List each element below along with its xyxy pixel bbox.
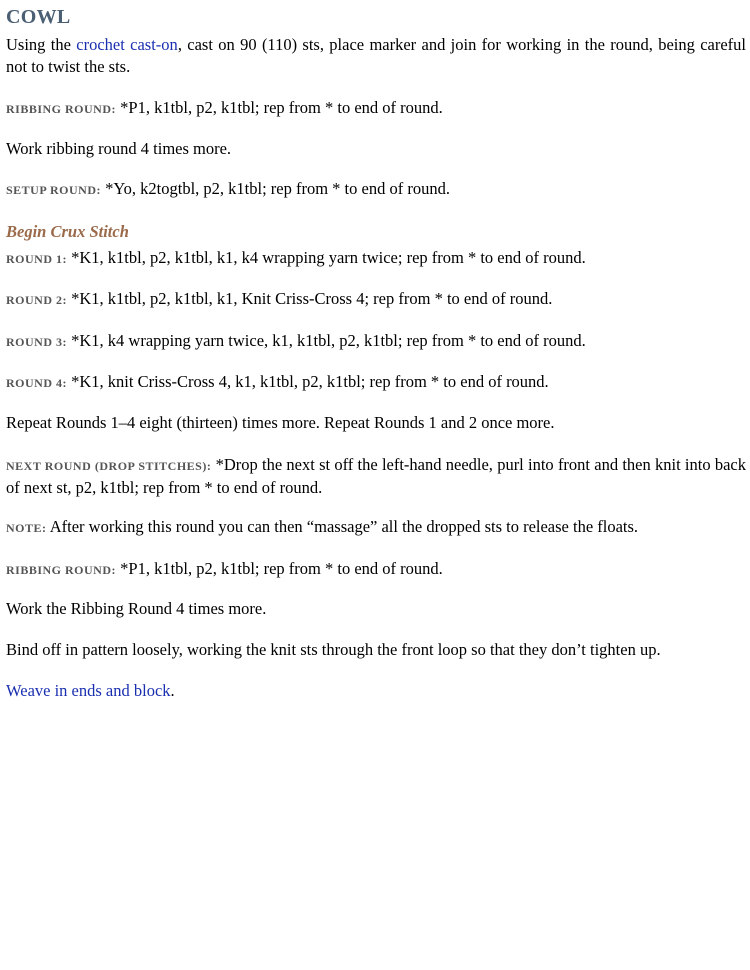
round-1-label: ROUND 1: bbox=[6, 252, 67, 266]
weave-in-ends-link[interactable]: Weave in ends and block bbox=[6, 681, 171, 700]
repeat-instruction: Repeat Rounds 1–4 eight (thirteen) times more. Repeat Rounds 1 and 2 once more. bbox=[6, 413, 555, 432]
round-3-label: ROUND 3: bbox=[6, 335, 67, 349]
section-heading: Begin Crux Stitch bbox=[6, 222, 129, 241]
crochet-cast-on-link[interactable]: crochet cast-on bbox=[76, 35, 178, 54]
round-4-text: *K1, knit Criss-Cross 4, k1, k1tbl, p2, k1tbl; rep from * to end of round. bbox=[67, 372, 549, 391]
round-1-instruction bbox=[6, 247, 746, 270]
next-round-text: *Drop the next st off the left-hand needle, purl into front and then knit into back of next st, p2, k1tbl; rep from * to end of round. bbox=[6, 455, 746, 497]
ribbing-round-text: *P1, k1tbl, p2, k1tbl; rep from * to end of round. bbox=[116, 98, 443, 117]
ribbing-round-2-label: RIBBING ROUND: bbox=[6, 563, 117, 577]
round-3-instruction bbox=[6, 330, 746, 353]
intro-rest: , cast on 90 (110) sts, place marker and join for working in the round, being careful not to twist the sts. bbox=[6, 35, 746, 76]
note-text: After working this round you can then “massage” all the dropped sts to release the floats. bbox=[46, 517, 639, 536]
note-paragraph bbox=[6, 516, 746, 539]
ribbing-round-2-text: *P1, k1tbl, p2, k1tbl; rep from * to end of round. bbox=[116, 559, 443, 578]
next-round-label: NEXT ROUND (DROP STITCHES): bbox=[6, 459, 212, 473]
setup-round-label: SETUP ROUND: bbox=[6, 183, 102, 197]
note-label: NOTE: bbox=[6, 521, 47, 535]
round-2-label: ROUND 2: bbox=[6, 293, 67, 307]
page-title: COWL bbox=[6, 6, 71, 28]
round-2-instruction bbox=[6, 288, 746, 311]
weave-rest: . bbox=[170, 681, 175, 700]
weave-paragraph bbox=[6, 680, 746, 702]
intro-prefix: Using the bbox=[6, 35, 77, 54]
work-ribbing-instruction: Work ribbing round 4 times more. bbox=[6, 139, 232, 158]
round-4-label: ROUND 4: bbox=[6, 376, 67, 390]
work-ribbing-2-instruction: Work the Ribbing Round 4 times more. bbox=[6, 599, 267, 618]
ribbing-round-2-instruction bbox=[6, 558, 746, 581]
bind-off-instruction: Bind off in pattern loosely, working the knit sts through the front loop so that they don’t tighten up. bbox=[6, 640, 661, 659]
setup-round-instruction bbox=[6, 178, 746, 201]
ribbing-round-instruction bbox=[6, 97, 746, 120]
round-4-instruction bbox=[6, 371, 746, 394]
round-2-text: *K1, k1tbl, p2, k1tbl, k1, Knit Criss-Cross 4; rep from * to end of round. bbox=[67, 289, 553, 308]
next-round-instruction bbox=[6, 454, 746, 499]
setup-round-text: *Yo, k2togtbl, p2, k1tbl; rep from * to end of round. bbox=[101, 179, 450, 198]
round-3-text: *K1, k4 wrapping yarn twice, k1, k1tbl, p2, k1tbl; rep from * to end of round. bbox=[67, 331, 586, 350]
ribbing-round-label: RIBBING ROUND: bbox=[6, 102, 117, 116]
intro-paragraph bbox=[6, 34, 746, 78]
round-1-text: *K1, k1tbl, p2, k1tbl, k1, k4 wrapping yarn twice; rep from * to end of round. bbox=[67, 248, 586, 267]
